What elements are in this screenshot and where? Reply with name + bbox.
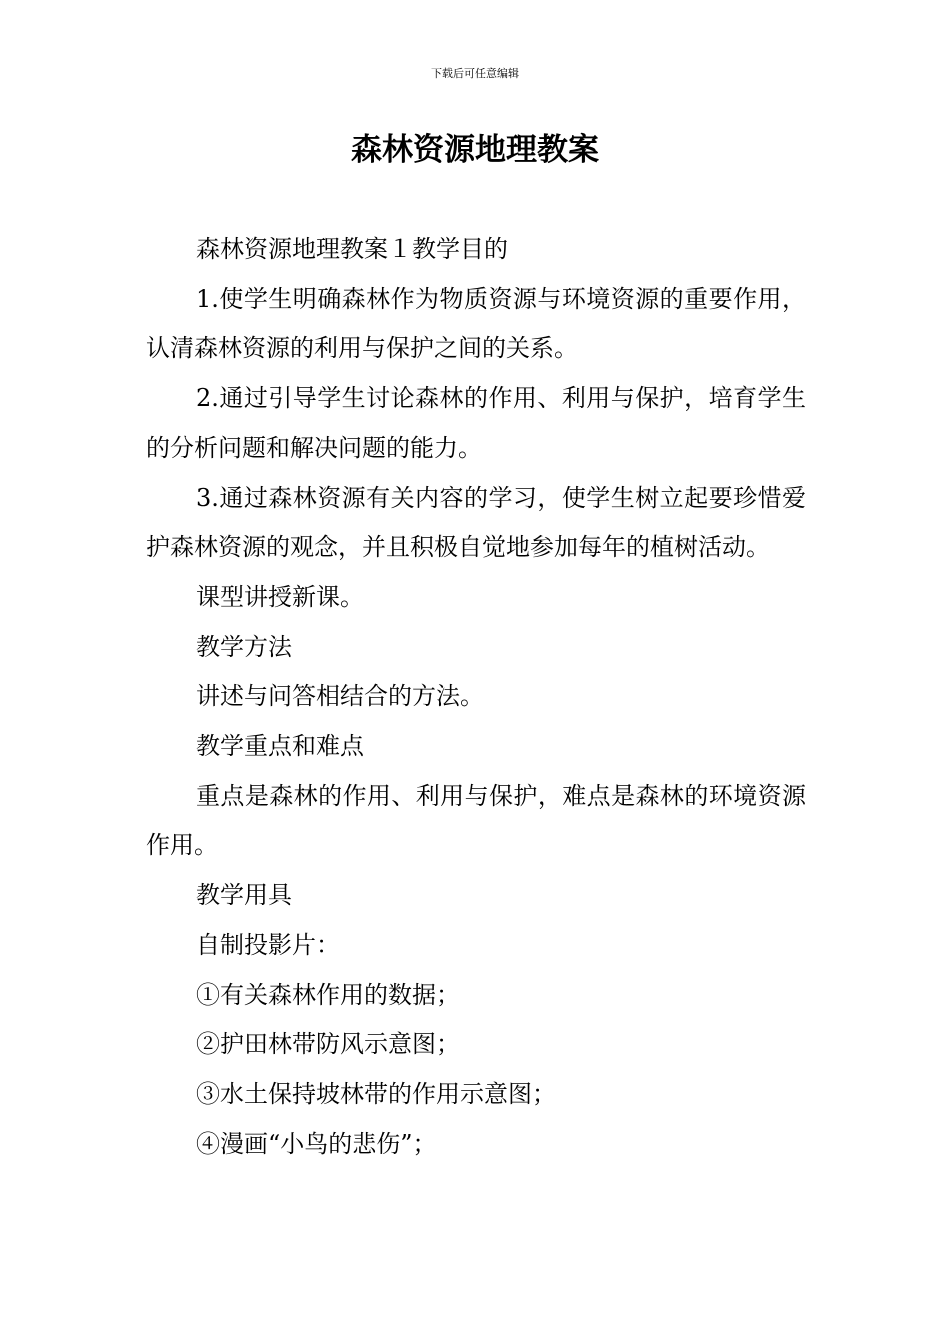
paragraph-method: 讲述与问答相结合的方法。 xyxy=(196,682,484,711)
paragraph-objective-2: 2.通过引导学生讨论森林的作用、利用与保护，培育学生的分析问题和解决问题的能力。 xyxy=(146,384,806,462)
header-note: 下载后可任意编辑 xyxy=(431,67,519,80)
paragraph-keypoints-heading: 教学重点和难点 xyxy=(196,732,364,761)
paragraph-keypoints: 重点是森林的作用、利用与保护，难点是森林的环境资源作用。 xyxy=(146,781,806,860)
list-item-slide-2: ②护田林带防风示意图； xyxy=(196,1030,460,1059)
page-title: 森林资源地理教案 xyxy=(351,132,599,168)
document-body xyxy=(146,225,806,1169)
list-item-slide-4: ④漫画“小鸟的悲伤”； xyxy=(196,1129,437,1158)
paragraph-method-heading: 教学方法 xyxy=(196,632,292,661)
list-item-slide-1: ①有关森林作用的数据； xyxy=(196,980,460,1009)
paragraph-tools-heading: 教学用具 xyxy=(196,881,292,910)
paragraph-objective-1: 1.使学生明确森林作为物质资源与环境资源的重要作用，认清森林资源的利用与保护之间的关系。 xyxy=(146,284,806,363)
list-item-slide-3: ③水土保持坡林带的作用示意图； xyxy=(196,1079,556,1108)
paragraph-heading-objectives: 森林资源地理教案１教学目的 xyxy=(196,235,508,263)
paragraph-lesson-type: 课型讲授新课。 xyxy=(196,582,364,611)
paragraph-slides: 自制投影片： xyxy=(196,930,340,959)
paragraph-objective-3: 3.通过森林资源有关内容的学习，使学生树立起要珍惜爱护森林资源的观念，并且积极自觉地参加每年的植树活动。 xyxy=(146,483,806,562)
